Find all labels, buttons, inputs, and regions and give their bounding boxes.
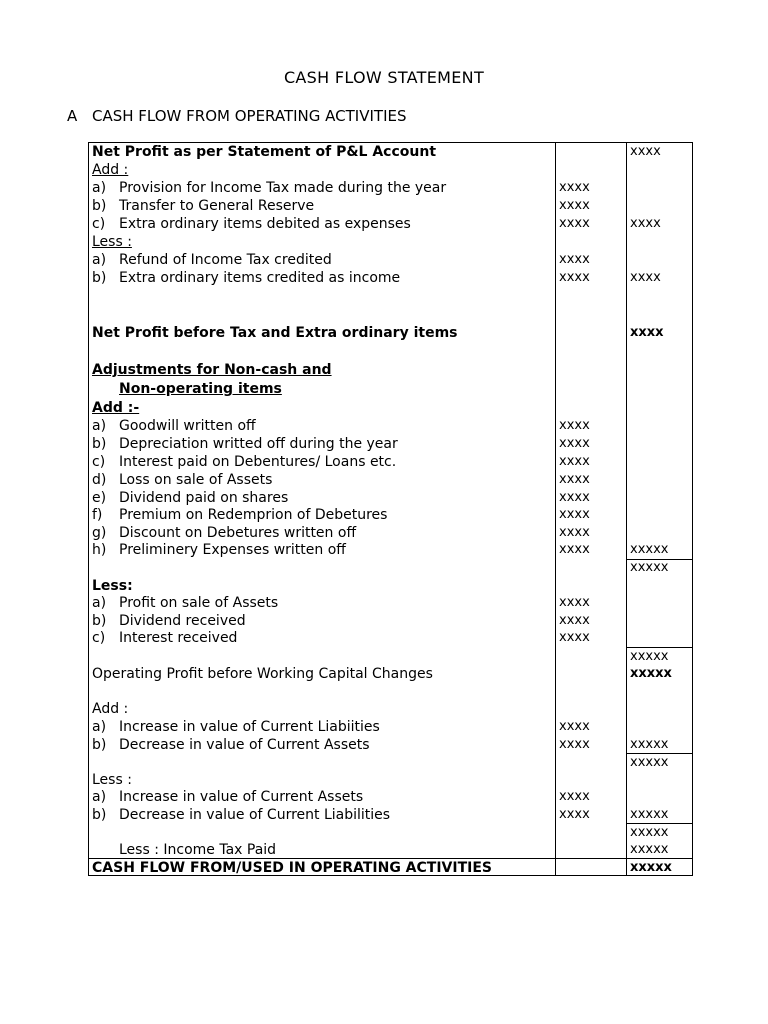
cash-flow-table [88,142,693,876]
row-description: Dividend received [119,613,246,629]
row-label: b) [92,198,107,214]
table-row [89,718,694,736]
table-row [89,380,694,398]
row-description: Discount on Debetures written off [119,525,357,541]
row-amount: xxxx [559,630,590,645]
row-amount: xxxx [559,454,590,469]
row-amount: xxxx [559,789,590,804]
row-total-amount: xxxxx [630,666,672,681]
table-row [89,859,694,877]
row-label: e) [92,490,107,506]
row-amount: xxxx [559,418,590,433]
row-total-amount: xxxx [630,325,664,340]
row-description: Add : [92,701,129,717]
row-amount: xxxx [559,270,590,285]
row-description: Preliminery Expenses written off [119,542,346,558]
table-row [89,541,694,559]
row-label: c) [92,454,106,470]
row-description: Less : [92,772,132,788]
row-amount: xxxx [559,252,590,267]
table-row [89,524,694,542]
table-row [89,506,694,524]
table-row [89,629,694,647]
table-row [89,824,694,842]
section-letter: A [67,107,78,125]
row-description: Depreciation writted off during the year [119,436,398,452]
row-description: Less : Income Tax Paid [119,842,277,858]
row-description: Loss on sale of Assets [119,472,273,488]
row-description: Net Profit as per Statement of P&L Account [92,144,437,160]
table-row [89,453,694,471]
row-total-amount: xxxx [630,144,661,159]
row-amount: xxxx [559,436,590,451]
table-row [89,806,694,824]
row-amount: xxxx [559,542,590,557]
row-description: Dividend paid on shares [119,490,289,506]
row-amount: xxxx [559,719,590,734]
row-description: Operating Profit before Working Capital Changes [92,666,433,682]
row-amount: xxxx [559,613,590,628]
row-description: Interest paid on Debentures/ Loans etc. [119,454,397,470]
row-amount: xxxx [559,180,590,195]
row-description: Net Profit before Tax and Extra ordinary items [92,325,458,341]
row-label: a) [92,789,107,805]
row-label: c) [92,630,106,646]
row-label: b) [92,737,107,753]
row-description: Increase in value of Current Assets [119,789,364,805]
row-total-amount: xxxxx [630,649,669,664]
row-amount: xxxx [559,216,590,231]
row-label: a) [92,418,107,434]
row-label: b) [92,807,107,823]
row-label: c) [92,216,106,232]
table-row [89,559,694,577]
row-total-amount: xxxx [630,216,661,231]
table-row [89,399,694,417]
row-description: CASH FLOW FROM/USED IN OPERATING ACTIVITIES [92,860,492,876]
table-row [89,736,694,754]
row-description: Decrease in value of Current Liabilities [119,807,391,823]
row-description: Premium on Redemprion of Debetures [119,507,388,523]
row-description: Add : [92,162,129,178]
row-label: a) [92,180,107,196]
row-amount: xxxx [559,807,590,822]
section-title: CASH FLOW FROM OPERATING ACTIVITIES [92,107,407,125]
page-title: CASH FLOW STATEMENT [283,68,485,87]
row-amount: xxxx [559,737,590,752]
row-total-amount: xxxxx [630,825,669,840]
table-row [89,143,694,161]
table-row [89,233,694,251]
row-total-amount: xxxx [630,270,661,285]
row-label: a) [92,595,107,611]
row-total-amount: xxxxx [630,807,669,822]
row-description: Non-operating items [119,381,282,397]
row-label: a) [92,252,107,268]
table-row [89,754,694,772]
row-description: Less : [92,234,132,250]
row-description: Profit on sale of Assets [119,595,279,611]
table-row [89,489,694,507]
row-description: Interest received [119,630,238,646]
table-row [89,161,694,179]
row-total-amount: xxxxx [630,737,669,752]
table-row [89,471,694,489]
row-label: b) [92,613,107,629]
row-description: Extra ordinary items credited as income [119,270,401,286]
table-row [89,435,694,453]
row-description: Adjustments for Non-cash and [92,362,332,378]
row-amount: xxxx [559,595,590,610]
table-row [89,612,694,630]
row-label: a) [92,719,107,735]
row-description: Refund of Income Tax credited [119,252,332,268]
section-heading [67,107,407,125]
table-row [89,700,694,718]
row-description: Add :- [92,400,140,416]
row-label: b) [92,270,107,286]
row-amount: xxxx [559,507,590,522]
row-label: g) [92,525,107,541]
table-row [89,771,694,789]
row-description: Less: [92,578,133,594]
row-description: Goodwill written off [119,418,256,434]
row-label: d) [92,472,107,488]
table-row [89,577,694,595]
table-row [89,594,694,612]
table-row [89,251,694,269]
row-label: f) [92,507,103,523]
row-amount: xxxx [559,198,590,213]
row-total-amount: xxxxx [630,542,669,557]
row-label: b) [92,436,107,452]
table-row [89,215,694,233]
row-amount: xxxx [559,472,590,487]
row-amount: xxxx [559,525,590,540]
table-row [89,417,694,435]
row-label: h) [92,542,107,558]
table-row [89,269,694,287]
table-row [89,665,694,683]
row-description: Transfer to General Reserve [119,198,315,214]
table-row [89,179,694,197]
row-total-amount: xxxxx [630,842,669,857]
row-description: Decrease in value of Current Assets [119,737,370,753]
table-row [89,361,694,379]
row-total-amount: xxxxx [630,755,669,770]
row-amount: xxxx [559,490,590,505]
table-row [89,841,694,859]
table-row [89,648,694,666]
table-row [89,788,694,806]
table-row [89,324,694,342]
row-description: Provision for Income Tax made during the year [119,180,447,196]
row-description: Extra ordinary items debited as expenses [119,216,411,232]
row-total-amount: xxxxx [630,860,672,875]
table-row [89,197,694,215]
row-description: Increase in value of Current Liabiities [119,719,380,735]
row-total-amount: xxxxx [630,560,669,575]
